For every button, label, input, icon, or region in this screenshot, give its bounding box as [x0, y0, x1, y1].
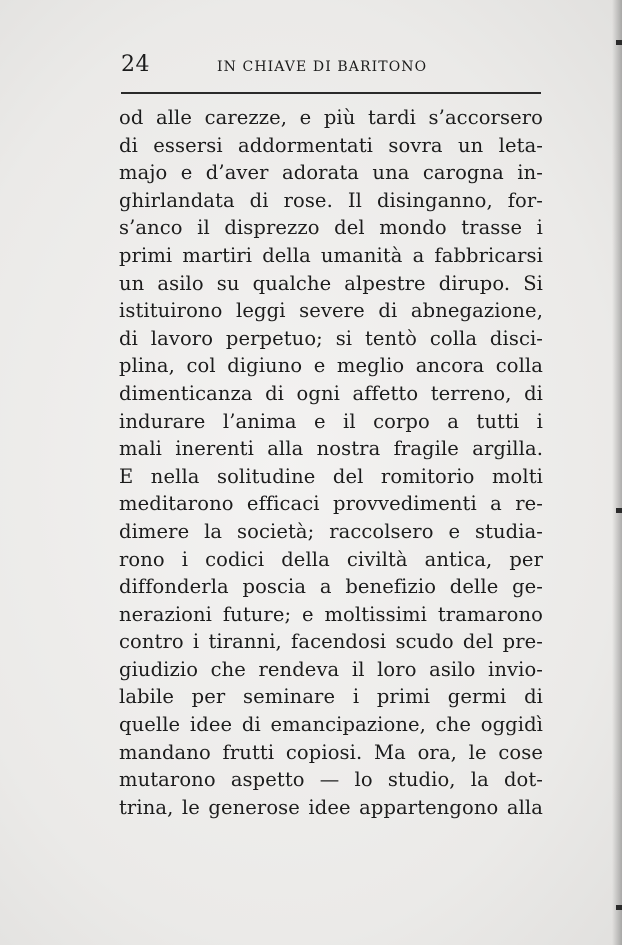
- edge-mark: [616, 40, 622, 45]
- running-title: IN CHIAVE DI BARITONO: [217, 59, 428, 75]
- text-line: s’anco il disprezzo del mondo trasse i: [119, 216, 543, 240]
- page-number: 24: [121, 52, 150, 77]
- text-line: giudizio che rendeva il loro asilo invio-: [119, 657, 543, 681]
- text-line: di essersi addormentati sovra un leta-: [119, 133, 543, 157]
- text-line: E nella solitudine del romitorio molti: [119, 464, 543, 488]
- body-text: [119, 104, 543, 821]
- text-line: rono i codici della civiltà antica, per: [119, 547, 543, 571]
- page-header: [121, 52, 541, 86]
- text-line: un asilo su qualche alpestre dirupo. Si: [119, 271, 543, 295]
- text-line: indurare l’anima e il corpo a tutti i: [119, 409, 543, 433]
- text-line: meditarono efficaci provvedimenti a re-: [119, 492, 543, 516]
- text-line: labile per seminare i primi germi di: [119, 685, 543, 709]
- edge-mark: [616, 508, 622, 513]
- text-line: diffonderla poscia a benefizio delle ge-: [119, 575, 543, 599]
- text-line: od alle carezze, e più tardi s’accorsero: [119, 106, 543, 129]
- text-line: mandano frutti copiosi. Ma ora, le cose: [119, 740, 543, 764]
- text-line: mutarono aspetto — lo studio, la dot-: [119, 768, 543, 792]
- edge-mark: [616, 905, 622, 910]
- text-line: ghirlandata di rose. Il disinganno, for-: [119, 188, 543, 212]
- text-line: trina, le generose idee appartengono alla: [119, 795, 543, 819]
- page-edge-shadow: [612, 0, 622, 945]
- text-line: istituirono leggi severe di abnegazione,: [119, 299, 543, 323]
- text-line: majo e d’aver adorata una carogna in-: [119, 161, 543, 185]
- text-line: dimenticanza di ogni affetto terreno, di: [119, 381, 543, 405]
- text-line: mali inerenti alla nostra fragile argilla.: [119, 437, 543, 461]
- header-rule: [121, 92, 541, 94]
- text-line: plina, col digiuno e meglio ancora colla: [119, 354, 543, 378]
- text-line: primi martiri della umanità a fabbricarsi: [119, 243, 543, 267]
- text-line: quelle idee di emancipazione, che oggidì: [119, 713, 543, 737]
- text-line: dimere la società; raccolsero e studia-: [119, 519, 543, 543]
- text-line: contro i tiranni, facendosi scudo del pre-: [119, 630, 543, 654]
- text-line: di lavoro perpetuo; si tentò colla disci-: [119, 326, 543, 350]
- text-line: nerazioni future; e moltissimi tramarono: [119, 602, 543, 626]
